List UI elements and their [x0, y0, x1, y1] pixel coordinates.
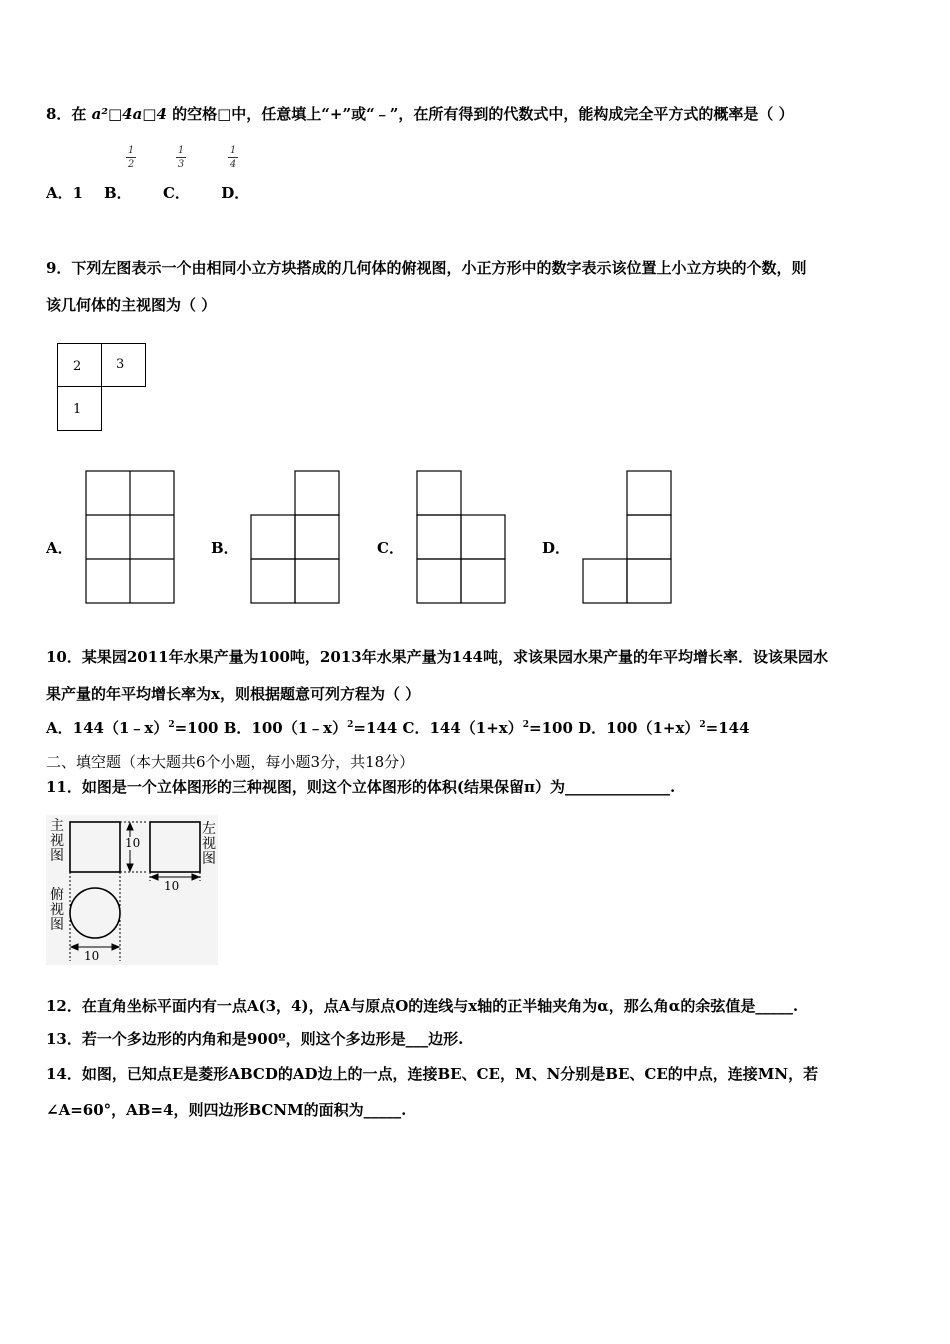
option-label: D． [578, 719, 607, 737]
q8-fraction-c [174, 145, 188, 170]
q10-option-a[interactable] [46, 719, 219, 737]
q8-fraction-d [226, 145, 240, 170]
q9-option-c-label[interactable]: C． [377, 539, 404, 557]
label-char: 主 [50, 818, 64, 834]
label-char: 图 [202, 851, 216, 867]
fraction-numerator: 1 [229, 145, 237, 156]
dimension-vertical: 10 [125, 836, 141, 850]
q14-stem-line2: ∠A=60°，AB=4，则四边形BCNM的面积为_____. [46, 1101, 407, 1119]
q9-option-d-label[interactable]: D． [542, 539, 571, 557]
option-exponent: 2 [699, 720, 706, 730]
option-expr: 100（1﹣x） [251, 719, 348, 737]
dimension-top-width: 10 [84, 949, 100, 963]
q9-option-a-figure [85, 470, 177, 606]
q8-prefix: 8．在 [46, 105, 92, 123]
q9-option-c-figure [416, 470, 508, 606]
label-char: 俯 [50, 887, 64, 903]
q11-stem: 11．如图是一个立体图形的三种视图，则这个立体图形的体积(结果保留π）为______________. [46, 778, 676, 796]
q8-stem [46, 103, 794, 124]
q11-three-views [46, 815, 218, 965]
option-exponent: 2 [347, 720, 354, 730]
option-rhs: =144 [705, 719, 750, 737]
top-view-label [50, 888, 66, 933]
q8-fraction-b [124, 145, 138, 170]
q10-option-b[interactable] [224, 719, 398, 737]
fraction-denominator: 4 [229, 159, 237, 170]
label-char: 视 [50, 833, 64, 849]
q9-option-b-label[interactable]: B． [211, 539, 239, 557]
label-char: 视 [50, 902, 64, 918]
option-exponent: 2 [168, 720, 175, 730]
option-rhs: =144 [353, 719, 398, 737]
label-char: 图 [50, 917, 64, 933]
top-view-count: 3 [116, 357, 125, 372]
q13-stem: 13．若一个多边形的内角和是900º，则这个多边形是___边形. [46, 1030, 464, 1048]
option-expr: 144（1﹣x） [72, 719, 169, 737]
option-expr: 100（1+x） [606, 719, 700, 737]
label-char: 左 [202, 821, 216, 837]
q9-stem-line1: 9．下列左图表示一个由相同小立方块搭成的几何体的俯视图，小正方形中的数字表示该位置上小立方块的个数，则 [46, 259, 807, 277]
q10-option-d[interactable] [578, 719, 749, 737]
fraction-denominator: 3 [177, 159, 185, 170]
option-label: C． [402, 719, 430, 737]
q9-option-a-label[interactable]: A． [46, 539, 73, 557]
option-label: A． [46, 719, 73, 737]
top-view-count: 1 [73, 402, 82, 417]
q12-stem: 12．在直角坐标平面内有一点A(3，4)，点A与原点O的连线与x轴的正半轴夹角为α，那么角α的余弦值是_____. [46, 997, 799, 1015]
left-view-label [202, 822, 218, 867]
fraction-numerator: 1 [127, 145, 135, 156]
label-char: 图 [50, 848, 64, 864]
option-label: B． [223, 719, 252, 737]
fraction-denominator: 2 [127, 159, 135, 170]
q8-options: A．1 B． C． D． [46, 184, 250, 202]
q8-suffix: 的空格□中，任意填上“+”或“﹣”，在所有得到的代数式中，能构成完全平方式的概率是（ ） [166, 105, 794, 123]
q10-option-c[interactable] [403, 719, 573, 737]
top-view-count: 2 [73, 359, 82, 374]
label-char: 视 [202, 836, 216, 852]
q8-expression: a²□4a□4 [91, 105, 167, 123]
option-exponent: 2 [522, 720, 529, 730]
section-heading: 二、填空题（本大题共6个小题，每小题3分，共18分） [46, 753, 415, 771]
q9-option-d-figure [582, 470, 674, 606]
dimension-left-width: 10 [164, 879, 180, 893]
option-expr: 144（1+x） [429, 719, 523, 737]
option-rhs: =100 [174, 719, 219, 737]
q10-stem-line2: 果产量的年平均增长率为x，则根据题意可列方程为（ ） [46, 685, 421, 703]
q9-option-b-figure [250, 470, 342, 606]
option-rhs: =100 [529, 719, 573, 737]
q9-stem-line2: 该几何体的主视图为（ ） [46, 296, 217, 314]
q10-options [46, 717, 750, 738]
main-view-label [50, 819, 66, 864]
q10-stem-line1: 10．某果园2011年水果产量为100吨，2013年水果产量为144吨，求该果园水果产量的年平均增长率．设该果园水 [46, 648, 828, 666]
q14-stem-line1: 14．如图，已知点E是菱形ABCD的AD边上的一点，连接BE、CE，M、N分别是BE、CE的中点，连接MN，若 [46, 1065, 819, 1083]
fraction-numerator: 1 [177, 145, 185, 156]
